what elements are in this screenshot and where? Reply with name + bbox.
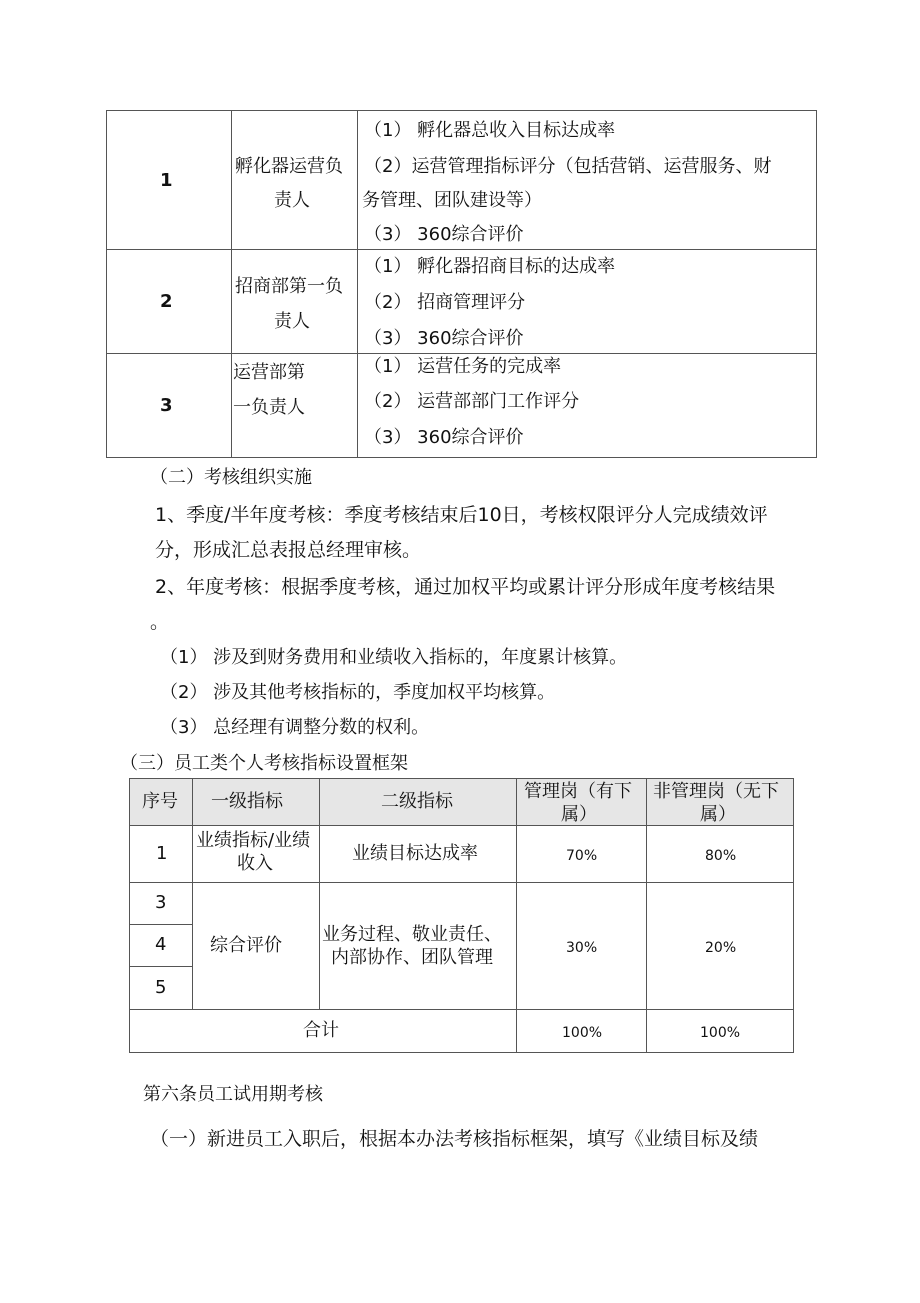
- indicator-item: （1） 孵化器总收入目标达成率: [364, 120, 616, 141]
- sub-item: （3） 总经理有调整分数的权利。: [160, 717, 430, 738]
- total-non-manager: 100%: [700, 1025, 741, 1041]
- cell-level1: 综合评价: [210, 935, 282, 956]
- cell-non-manager-weight: 20%: [705, 940, 737, 956]
- header-level2: 二级指标: [381, 791, 453, 812]
- header-level1: 一级指标: [211, 791, 283, 812]
- cell-seq: 3: [155, 892, 167, 913]
- indicator-item: （1） 孵化器招商目标的达成率: [364, 256, 616, 277]
- role-label: 责人: [274, 190, 310, 211]
- cell-level1: 收入: [237, 853, 273, 874]
- indicator-item: （2） 运营部部门工作评分: [364, 391, 580, 412]
- cell-manager-weight: 70%: [566, 848, 598, 864]
- indicator-item: （3） 360综合评价: [364, 328, 524, 349]
- indicator-item: （3） 360综合评价: [364, 224, 524, 245]
- paragraph: 1、季度/半年度考核：季度考核结束后10日，考核权限评分人完成绩效评: [155, 504, 768, 526]
- row-number: 3: [160, 395, 173, 416]
- role-label: 运营部第: [233, 362, 305, 383]
- indicator-item: 务管理、团队建设等）: [362, 190, 542, 211]
- role-label: 一负责人: [233, 397, 305, 418]
- cell-level2: 内部协作、团队管理: [331, 947, 493, 968]
- cell-seq: 1: [156, 843, 168, 864]
- paragraph: （一）新进员工入职后，根据本办法考核指标框架，填写《业绩目标及绩: [150, 1128, 759, 1150]
- role-label: 招商部第一负: [235, 276, 343, 297]
- total-manager: 100%: [562, 1025, 603, 1041]
- sub-item: （1） 涉及到财务费用和业绩收入指标的，年度累计核算。: [160, 647, 628, 668]
- total-label: 合计: [303, 1020, 339, 1041]
- header-manager: 管理岗（有下: [524, 781, 632, 802]
- cell-manager-weight: 30%: [566, 940, 598, 956]
- role-label: 责人: [274, 311, 310, 332]
- cell-seq: 4: [155, 934, 167, 955]
- section-heading: （二）考核组织实施: [150, 467, 312, 488]
- role-label: 孵化器运营负: [235, 156, 343, 177]
- article-heading: 第六条员工试用期考核: [143, 1084, 323, 1105]
- cell-level1: 业绩指标/业绩: [196, 830, 311, 851]
- indicator-item: （2）运营管理指标评分（包括营销、运营服务、财: [364, 156, 772, 177]
- row-number: 2: [160, 291, 173, 312]
- indicator-item: （1） 运营任务的完成率: [364, 356, 562, 377]
- paragraph: 2、年度考核：根据季度考核，通过加权平均或累计评分形成年度考核结果: [155, 576, 776, 598]
- indicator-item: （3） 360综合评价: [364, 427, 524, 448]
- paragraph: 。: [150, 611, 170, 633]
- section-heading: （三）员工类个人考核指标设置框架: [120, 753, 408, 774]
- cell-seq: 5: [155, 977, 167, 998]
- header-non-manager: 非管理岗（无下: [653, 781, 779, 802]
- row-number: 1: [160, 170, 173, 191]
- cell-level2: 业务过程、敬业责任、: [322, 924, 502, 945]
- header-non-manager: 属）: [700, 804, 736, 825]
- cell-non-manager-weight: 80%: [705, 848, 737, 864]
- sub-item: （2） 涉及其他考核指标的，季度加权平均核算。: [160, 682, 556, 703]
- header-manager: 属）: [561, 804, 597, 825]
- paragraph: 分，形成汇总表报总经理审核。: [155, 539, 422, 561]
- cell-level2: 业绩目标达成率: [352, 843, 478, 864]
- header-seq: 序号: [142, 791, 178, 812]
- indicator-item: （2） 招商管理评分: [364, 292, 526, 313]
